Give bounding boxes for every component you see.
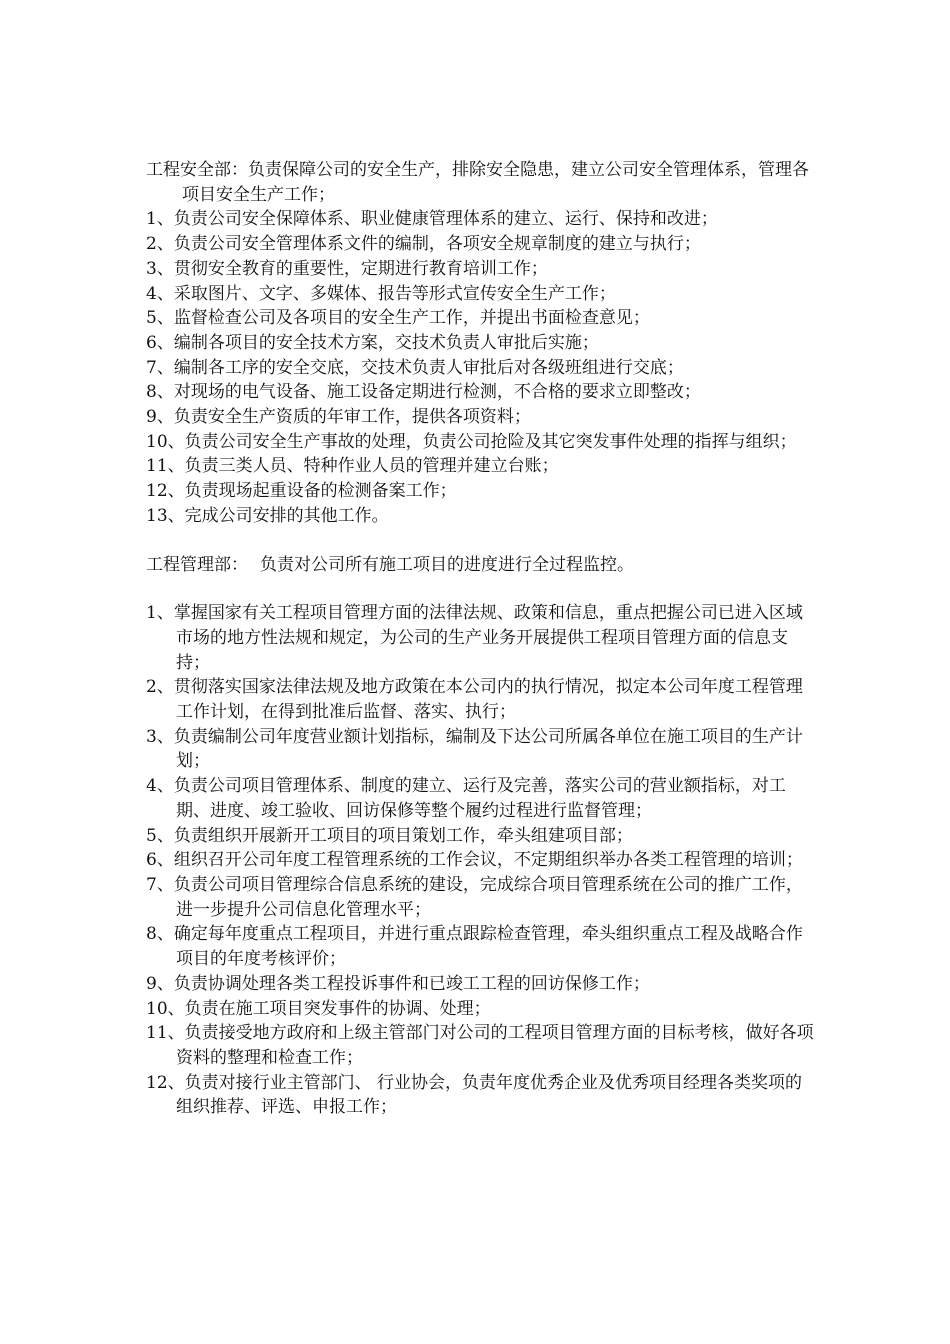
item-text: 负责公司项目管理综合信息系统的建设，完成综合项目管理系统在公司的推广工作，进一步提升公司信息化管理水平；: [173, 874, 803, 920]
item-number: 12、: [146, 1072, 185, 1093]
department-name: 工程安全部：: [146, 160, 248, 180]
item-number: 8、: [146, 382, 174, 403]
item-number: 9、: [146, 973, 174, 994]
list-item: [146, 257, 816, 282]
list-item: [146, 601, 816, 675]
item-text: 负责安全生产资质的年审工作，提供各项资料；: [173, 407, 531, 428]
list-item: [146, 675, 816, 724]
list-item: [146, 479, 816, 504]
item-text: 负责组织开展新开工项目的项目策划工作，牵头组建项目部；: [173, 825, 633, 846]
item-number: 6、: [146, 332, 174, 353]
list-item: [146, 356, 816, 381]
item-text: 负责在施工项目突发事件的协调、处理；: [184, 998, 491, 1019]
list-item: [146, 725, 816, 774]
item-text: 监督检查公司及各项目的安全生产工作，并提出书面检查意见；: [173, 308, 650, 329]
list-item: [146, 454, 816, 479]
item-text: 负责公司安全管理体系文件的编制，各项安全规章制度的建立与执行；: [173, 234, 701, 255]
item-number: 1、: [146, 603, 174, 624]
list-item: [146, 380, 816, 405]
item-text: 对现场的电气设备、施工设备定期进行检测，不合格的要求立即整改；: [173, 382, 701, 403]
item-text: 采取图片、文字、多媒体、报告等形式宣传安全生产工作；: [173, 283, 616, 304]
item-text: 负责公司安全生产事故的处理，负责公司抢险及其它突发事件处理的指挥与组织；: [184, 431, 797, 452]
list-item: [146, 430, 816, 455]
item-text: 编制各项目的安全技术方案，交技术负责人审批后实施；: [173, 332, 599, 353]
list-item: [146, 922, 816, 971]
item-text: 贯彻安全教育的重要性，定期进行教育培训工作；: [173, 258, 548, 279]
item-number: 3、: [146, 258, 174, 279]
item-number: 10、: [146, 998, 185, 1019]
list-item: [146, 774, 816, 823]
item-text: 完成公司安排的其他工作。: [184, 505, 389, 526]
item-number: 4、: [146, 776, 174, 797]
item-text: 贯彻落实国家法律法规及地方政策在本公司内的执行情况，拟定本公司年度工程管理工作计划，在得到批准后监督、落实、执行；: [173, 677, 803, 723]
duty-list: [146, 207, 816, 528]
section-management: [146, 553, 816, 1120]
item-number: 7、: [146, 357, 174, 378]
section-heading: [146, 553, 816, 578]
item-number: 12、: [146, 481, 185, 502]
item-number: 8、: [146, 924, 174, 945]
item-number: 6、: [146, 850, 174, 871]
item-text: 组织召开公司年度工程管理系统的工作会议，不定期组织举办各类工程管理的培训；: [173, 850, 803, 871]
document-page: [146, 158, 816, 1120]
item-text: 负责协调处理各类工程投诉事件和已竣工工程的回访保修工作；: [173, 973, 650, 994]
department-description: 负责保障公司的安全生产，排除安全隐患，建立公司安全管理体系，管理各项目安全生产工作；: [182, 160, 809, 205]
list-item: [146, 972, 816, 997]
list-item: [146, 232, 816, 257]
item-text: 负责三类人员、特种作业人员的管理并建立台账；: [184, 456, 559, 477]
list-item: [146, 1071, 816, 1120]
item-text: 负责编制公司年度营业额计划指标，编制及下达公司所属各单位在施工项目的生产计划；: [173, 726, 803, 772]
list-item: [146, 331, 816, 356]
item-text: 掌握国家有关工程项目管理方面的法律法规、政策和信息，重点把握公司已进入区域市场的地方性法规和规定，为公司的生产业务开展提供工程项目管理方面的信息支持；: [173, 603, 803, 673]
list-item: [146, 306, 816, 331]
item-number: 10、: [146, 431, 185, 452]
list-item: [146, 848, 816, 873]
section-heading: [146, 158, 816, 207]
duty-list: [146, 601, 816, 1120]
item-text: 负责接受地方政府和上级主管部门对公司的工程项目管理方面的目标考核，做好各项资料的整理和检查工作；: [176, 1023, 814, 1068]
department-description: 负责对公司所有施工项目的进度进行全过程监控。: [260, 554, 634, 575]
item-text: 负责现场起重设备的检测备案工作；: [184, 481, 457, 502]
item-number: 7、: [146, 874, 174, 895]
department-name: 工程管理部：: [146, 554, 248, 575]
item-number: 1、: [146, 209, 174, 230]
item-text: 负责公司安全保障体系、职业健康管理体系的建立、运行、保持和改进；: [173, 209, 718, 230]
item-number: 11、: [146, 456, 185, 477]
item-text: 负责公司项目管理体系、制度的建立、运行及完善，落实公司的营业额指标，对工期、进度、竣工验收、回访保修等整个履约过程进行监督管理；: [173, 776, 786, 821]
item-text: 编制各工序的安全交底，交技术负责人审批后对各级班组进行交底；: [173, 357, 684, 378]
list-item: [146, 504, 816, 529]
item-text: 负责对接行业主管部门、 行业协会，负责年度优秀企业及优秀项目经理各类奖项的组织推荐、评选、申报工作；: [176, 1072, 803, 1118]
item-text: 确定每年度重点工程项目，并进行重点跟踪检查管理，牵头组织重点工程及战略合作项目的年度考核评价；: [173, 924, 803, 970]
item-number: 4、: [146, 283, 174, 304]
list-item: [146, 207, 816, 232]
list-item: [146, 997, 816, 1022]
item-number: 3、: [146, 726, 174, 747]
section-safety: [146, 158, 816, 529]
list-item: [146, 282, 816, 307]
list-item: [146, 1021, 816, 1070]
list-item: [146, 405, 816, 430]
item-number: 5、: [146, 308, 174, 329]
item-number: 5、: [146, 825, 174, 846]
item-number: 11、: [146, 1023, 185, 1044]
list-item: [146, 824, 816, 849]
item-number: 2、: [146, 677, 174, 698]
list-item: [146, 873, 816, 922]
item-number: 2、: [146, 234, 174, 255]
item-number: 13、: [146, 505, 185, 526]
item-number: 9、: [146, 407, 174, 428]
